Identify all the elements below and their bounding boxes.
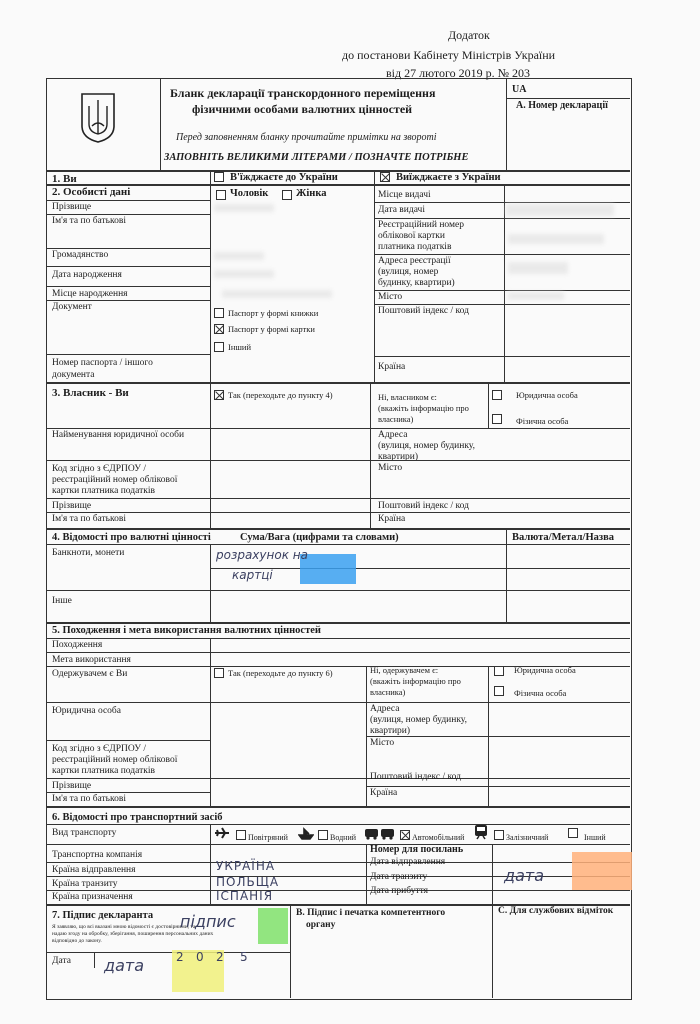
amount-column-label: Сума/Вага (цифрами та словами) (240, 532, 399, 543)
owner-city-label: Місто (378, 463, 403, 473)
male-label: Чоловік (230, 188, 269, 199)
owner-address-label-2: (вулиця, номер будинку, (378, 441, 475, 451)
handwritten-signature: підпис (180, 912, 236, 931)
dest-country-value: ІСПАНІЯ (216, 889, 274, 903)
section2-label: 2. Особисті дані (52, 186, 131, 198)
recipient-yes-checkbox[interactable] (214, 668, 224, 678)
exit-ukraine-checkbox[interactable] (380, 172, 390, 182)
rail-checkbox[interactable] (494, 830, 504, 840)
recipient-legal-label: Юридична особа (514, 665, 576, 675)
doc-other-label: Інший (228, 342, 252, 352)
authority-signature-label-2: органу (306, 920, 336, 930)
recipient-city-label: Місто (370, 738, 395, 748)
banknotes-label: Банкноти, монети (52, 548, 125, 558)
owner-code-label-3: картки платника податків (52, 486, 155, 496)
owner-legal-checkbox[interactable] (492, 390, 502, 400)
city-label: Місто (378, 292, 403, 302)
recipient-no-label-2: (вкажіть інформацію про (370, 676, 461, 686)
resolution-date: від 27 лютого 2019 р. № 203 (386, 66, 531, 80)
shipment-no-label: Номер для посилань (370, 844, 464, 855)
section1-label: 1. Ви (52, 173, 77, 185)
recipient-yes-label: Так (переходьте до пункту 6) (228, 668, 333, 678)
recipient-code-label-3: картки платника податків (52, 766, 155, 776)
section7-label: 7. Підпис декларанта (52, 910, 154, 921)
issue-date-label: Дата видачі (378, 205, 425, 215)
train-icon (474, 824, 488, 840)
rail-label: Залізничний (506, 833, 549, 842)
orange-highlight (572, 852, 632, 890)
car-checkbox[interactable] (400, 830, 410, 840)
issue-place-label: Місце видачі (378, 190, 431, 200)
section6-label: 6. Відомості про транспортний засіб (52, 812, 223, 823)
owner-zip-label: Поштовий індекс / код (378, 501, 469, 511)
owner-address-label-1: Адреса (378, 430, 408, 440)
legal-name-label: Найменування юридичної особи (52, 430, 185, 440)
owner-no-label-3: власника) (378, 414, 414, 424)
declarant-statement-2: надаю згоду на обробку, зберігання, поширення персональних даних (52, 931, 214, 937)
owner-natural-checkbox[interactable] (492, 414, 502, 424)
address-label-2: (вулиця, номер (378, 267, 439, 277)
doc-card-checkbox[interactable] (214, 324, 224, 334)
owner-no-label-2: (вкажіть інформацію про (378, 403, 469, 413)
declarant-statement-3: відповідно до закону. (52, 938, 102, 944)
transport-company-label: Транспортна компанія (52, 850, 143, 860)
birthplace-label: Місце народження (52, 289, 128, 299)
redacted-personal-data (214, 270, 274, 278)
transit-country-label: Країна транзиту (52, 879, 118, 889)
car-icon (364, 826, 396, 840)
depart-country-value: УКРАЇНА (216, 859, 276, 873)
tax-no-label-1: Реєстраційний номер (378, 220, 464, 230)
tax-no-label-2: облікової картки (378, 231, 445, 241)
passport-no-label: Номер паспорта / іншого (52, 358, 153, 368)
doc-book-label: Паспорт у формі книжки (228, 308, 319, 318)
blue-highlight (300, 554, 356, 584)
recipient-legal-checkbox[interactable] (494, 666, 504, 676)
transit-date-label: Дата транзиту (370, 872, 428, 882)
year-digit-3: 2 (216, 950, 224, 964)
owner-yes-checkbox[interactable] (214, 390, 224, 400)
citizenship-label: Громадянство (52, 250, 109, 260)
redacted-personal-data (508, 262, 568, 274)
passport-no-label-2: документа (52, 370, 95, 380)
female-label: Жінка (296, 188, 327, 199)
air-label: Повітряний (248, 833, 288, 842)
enter-ukraine-checkbox[interactable] (214, 172, 224, 182)
recipient-address-label-3: квартири) (370, 726, 411, 736)
resolution-label: до постанови Кабінету Міністрів України (342, 48, 556, 62)
document-label: Документ (52, 302, 92, 312)
ship-icon (298, 826, 314, 840)
form-title-line2: фізичними особами валютних цінностей (192, 102, 413, 116)
exit-ukraine-label: Виїжджаєте з України (396, 172, 501, 183)
owner-natural-label: Фізична особа (516, 416, 569, 426)
water-checkbox[interactable] (318, 830, 328, 840)
doc-card-label: Паспорт у формі картки (228, 324, 315, 334)
birthdate-label: Дата народження (52, 270, 122, 280)
country-label: Країна (378, 362, 406, 372)
other-transport-label: Інший (584, 833, 606, 842)
recipient-zip-label: Поштовий індекс / код (370, 772, 461, 782)
depart-date-label: Дата відправлення (370, 857, 446, 867)
owner-code-label-2: реєстраційний номер облікової (52, 475, 178, 485)
recipient-address-label-1: Адреса (370, 704, 400, 714)
green-highlight (258, 908, 288, 944)
enter-ukraine-label: В'їжджаєте до України (230, 172, 338, 183)
water-label: Водний (330, 833, 357, 842)
currency-column-label: Валюта/Метал/Назва (512, 532, 615, 543)
declaration-number-label: А. Номер декларації (516, 100, 608, 111)
form-title-line1: Бланк декларації транскордонного переміщення (170, 86, 436, 100)
redacted-personal-data (214, 204, 274, 212)
origin-label: Походження (52, 640, 103, 650)
male-checkbox[interactable] (216, 190, 226, 200)
arrival-date-label: Дата прибуття (370, 886, 428, 896)
date-label: Дата (52, 956, 71, 966)
recipient-label: Одержувачем є Ви (52, 669, 128, 679)
recipient-natural-label: Фізична особа (514, 688, 567, 698)
air-checkbox[interactable] (236, 830, 246, 840)
car-label: Автомобільний (412, 833, 465, 842)
purpose-label: Мета використання (52, 655, 131, 665)
recipient-surname-label: Прізвище (52, 781, 92, 791)
ua-code: UA (512, 84, 527, 95)
handwritten-amount-2: картці (232, 568, 273, 582)
owner-address-label-3: квартири) (378, 452, 419, 462)
doc-other-checkbox[interactable] (214, 342, 224, 352)
dest-country-label: Країна призначення (52, 892, 133, 902)
owner-name-label: Ім'я та по батькові (52, 514, 126, 524)
recipient-no-label-1: Ні, одержувачем є: (370, 665, 439, 675)
owner-no-label-1: Ні, власником є: (378, 392, 437, 402)
tax-no-label-3: платника податків (378, 242, 452, 252)
owner-legal-label: Юридична особа (516, 390, 578, 400)
redacted-personal-data (506, 204, 614, 216)
section4-label: 4. Відомості про валютні цінності (52, 532, 211, 543)
other-transport-checkbox[interactable] (568, 828, 578, 838)
zip-label: Поштовий індекс / код (378, 306, 469, 316)
redacted-personal-data (508, 234, 604, 244)
airplane-icon (214, 826, 230, 840)
section5-label: 5. Походження і мета використання валютних цінностей (52, 625, 321, 636)
form-note: Перед заповненням бланку прочитайте примітки на звороті (176, 132, 437, 143)
handwritten-amount-1: розрахунок на (216, 548, 308, 562)
handwritten-travel-date: дата (504, 866, 544, 885)
coat-of-arms-icon (78, 90, 118, 144)
owner-yes-label: Так (переходьте до пункту 4) (228, 390, 333, 400)
form-instruction: ЗАПОВНІТЬ ВЕЛИКИМИ ЛІТЕРАМИ / ПОЗНАЧТЕ ПОТРІБНЕ (164, 152, 469, 163)
owner-country-label: Країна (378, 514, 406, 524)
transit-country-value: ПОЛЬЩА (216, 875, 280, 889)
year-digit-1: 2 (176, 950, 184, 964)
authority-signature-label-1: В. Підпис і печатка компетентного (296, 908, 446, 918)
recipient-country-label: Країна (370, 788, 398, 798)
appendix-label: Додаток (448, 28, 490, 42)
recipient-code-label-2: реєстраційний номер облікової (52, 755, 178, 765)
recipient-name-label: Ім'я та по батькові (52, 794, 126, 804)
transport-type-label: Вид транспорту (52, 828, 117, 838)
recipient-natural-checkbox[interactable] (494, 686, 504, 696)
handwritten-date: дата (104, 956, 144, 975)
recipient-legal-entity-label: Юридична особа (52, 706, 121, 716)
section3-label: 3. Власник - Ви (52, 387, 129, 399)
recipient-no-label-3: власника) (370, 687, 406, 697)
recipient-address-label-2: (вулиця, номер будинку, (370, 715, 467, 725)
redacted-personal-data (222, 290, 332, 298)
owner-surname-label: Прізвище (52, 501, 92, 511)
address-label-1: Адреса реєстрації (378, 256, 451, 266)
recipient-code-label-1: Код згідно з ЄДРПОУ / (52, 744, 146, 754)
year-digit-4: 5 (240, 950, 248, 964)
female-checkbox[interactable] (282, 190, 292, 200)
depart-country-label: Країна відправлення (52, 865, 136, 875)
owner-code-label-1: Код згідно з ЄДРПОУ / (52, 464, 146, 474)
year-digit-2: 0 (196, 950, 204, 964)
surname-label: Прізвище (52, 202, 92, 212)
declarant-statement-1: Я заявляю, що всі вказані мною відомості є достовірними, та (52, 924, 196, 930)
name-label: Ім'я та по батькові (52, 216, 126, 226)
address-label-3: будинку, квартири) (378, 278, 455, 288)
doc-book-checkbox[interactable] (214, 308, 224, 318)
redacted-personal-data (214, 252, 264, 260)
official-marks-label: С. Для службових відміток (498, 906, 614, 916)
redacted-personal-data (508, 292, 564, 300)
other-values-label: Інше (52, 596, 72, 606)
